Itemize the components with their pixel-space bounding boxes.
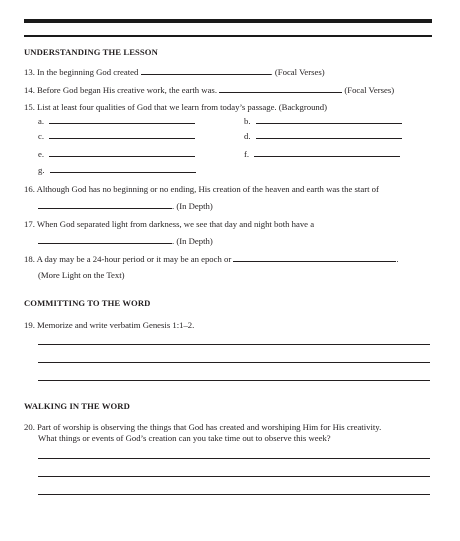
answer-blank[interactable] — [256, 131, 402, 139]
question-number: 14. — [24, 85, 35, 95]
answer-blank[interactable] — [256, 116, 402, 124]
answer-item-b — [244, 116, 402, 126]
question-20-line2: What things or events of God’s creation can you take time out to observe this week? — [38, 433, 331, 443]
item-letter: a. — [38, 116, 45, 126]
answer-item-d — [244, 131, 402, 141]
question-source: . (In Depth) — [172, 201, 213, 211]
answer-blank[interactable] — [254, 149, 400, 157]
answer-blank[interactable] — [49, 131, 195, 139]
question-16-line2 — [38, 201, 213, 211]
answer-blank[interactable] — [49, 149, 195, 157]
writing-line[interactable] — [38, 476, 430, 477]
question-19 — [24, 320, 194, 331]
item-letter: f. — [244, 149, 250, 159]
answer-item-g — [38, 165, 196, 175]
item-letter: g. — [38, 165, 45, 175]
question-text: Before God began His creative work, the earth was. — [37, 85, 217, 95]
answer-blank[interactable] — [49, 116, 195, 124]
writing-line[interactable] — [38, 458, 430, 459]
section-heading-walking: WALKING IN THE WORD — [24, 401, 130, 411]
answer-blank[interactable] — [38, 236, 172, 244]
question-source: (Focal Verses) — [344, 85, 395, 95]
question-number: 18. — [24, 254, 35, 264]
answer-blank[interactable] — [38, 201, 172, 209]
question-text: A day may be a 24-hour period or it may be an epoch or — [36, 254, 232, 264]
item-letter: d. — [244, 131, 251, 141]
answer-item-a — [38, 116, 195, 126]
question-20 — [24, 422, 381, 433]
question-15 — [24, 102, 327, 113]
question-18 — [24, 254, 399, 265]
answer-item-e — [38, 149, 195, 159]
item-letter: c. — [38, 131, 45, 141]
question-14 — [24, 85, 394, 96]
top-rule-thick — [24, 19, 432, 23]
writing-line[interactable] — [38, 494, 430, 495]
question-text: Memorize and write verbatim Genesis 1:1–2. — [37, 320, 195, 330]
question-number: 19. — [24, 320, 35, 330]
question-source: . (In Depth) — [172, 236, 213, 246]
answer-blank[interactable] — [50, 165, 196, 173]
answer-blank[interactable] — [141, 67, 271, 75]
question-17 — [24, 219, 314, 230]
answer-blank[interactable] — [219, 85, 342, 93]
question-number: 16. — [24, 184, 35, 194]
question-13 — [24, 67, 325, 78]
question-text: When God separated light from darkness, we see that day and night both have a — [36, 219, 315, 229]
answer-blank[interactable] — [233, 254, 399, 264]
question-text: In the beginning God created — [37, 67, 139, 77]
question-text: Part of worship is observing the things that God has created and worshiping Him for His creativity. — [37, 422, 382, 432]
section-heading-committing: COMMITTING TO THE WORD — [24, 298, 151, 308]
question-source: (More Light on the Text) — [38, 270, 125, 280]
top-rule-thin — [24, 35, 432, 37]
answer-item-f — [244, 149, 400, 159]
writing-line[interactable] — [38, 380, 430, 381]
question-text: List at least four qualities of God that we learn from today’s passage. (Background) — [37, 102, 328, 112]
writing-line[interactable] — [38, 362, 430, 363]
question-number: 20. — [24, 422, 35, 432]
question-17-line2 — [38, 236, 213, 246]
question-text: Although God has no beginning or no ending, His creation of the heaven and earth was the start of — [36, 184, 379, 194]
question-number: 13. — [24, 67, 35, 77]
item-letter: b. — [244, 116, 251, 126]
item-letter: e. — [38, 149, 45, 159]
question-number: 15. — [24, 102, 35, 112]
question-16 — [24, 184, 379, 195]
section-heading-understanding: UNDERSTANDING THE LESSON — [24, 47, 158, 57]
period: . — [396, 254, 399, 264]
question-number: 17. — [24, 219, 35, 229]
question-source: . (Focal Verses) — [270, 67, 325, 77]
writing-line[interactable] — [38, 344, 430, 345]
answer-item-c — [38, 131, 195, 141]
